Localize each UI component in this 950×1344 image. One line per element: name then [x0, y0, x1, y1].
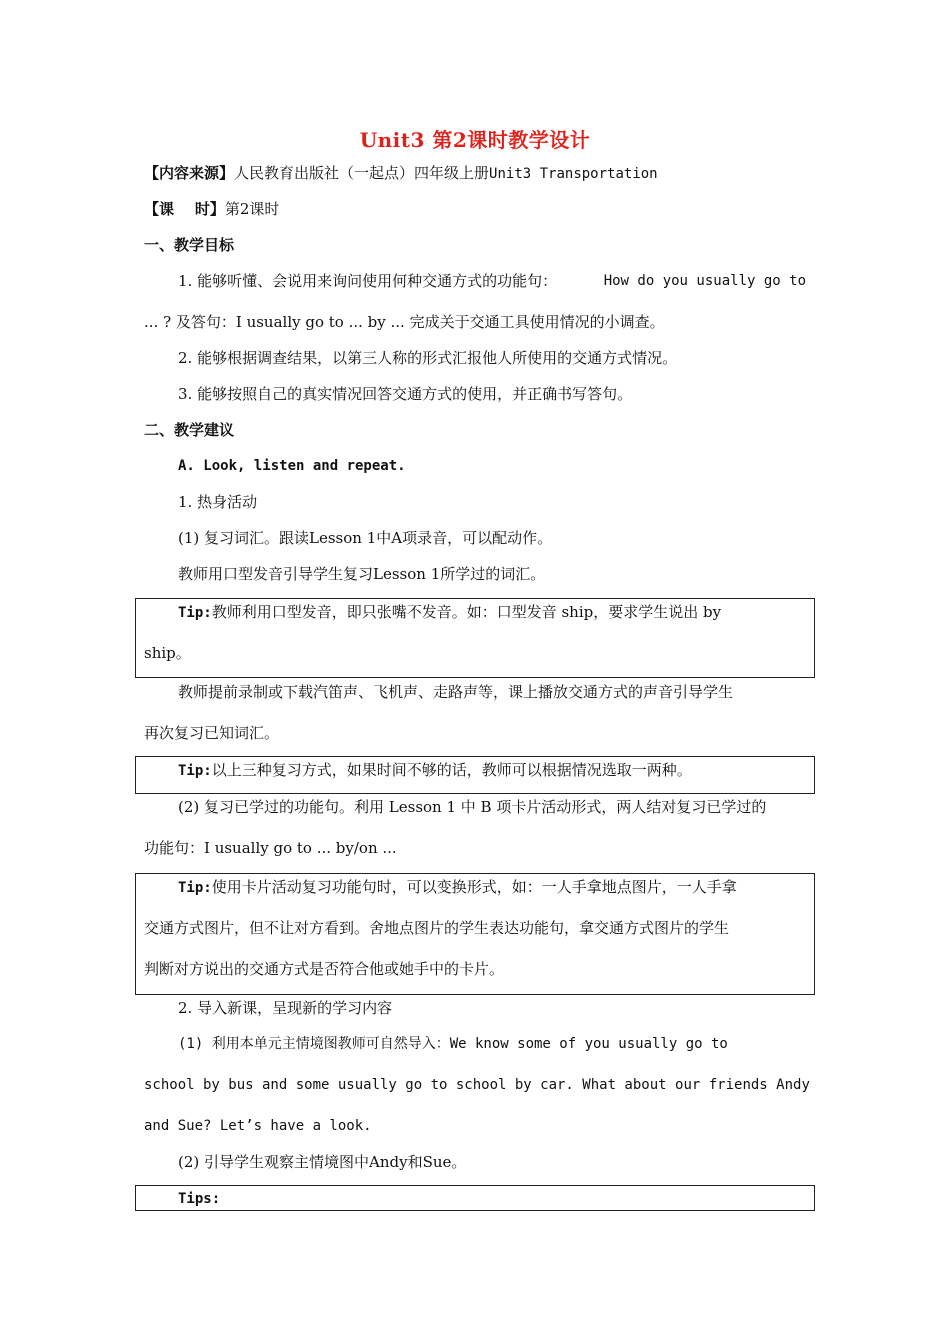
goal-1-text: 1. 能够听懂、会说用来询问使用何种交通方式的功能句： [178, 272, 558, 290]
tip-3-line-a [178, 876, 737, 899]
period-line [144, 198, 279, 220]
tip-2-text: 以上三种复习方式，如果时间不够的话，教师可以根据情况选取一两种。 [211, 761, 692, 779]
tip-3-line-b: 交通方式图片，但不让对方看到。舍地点图片的学生表达功能句，拿交通方式图片的学生 [144, 919, 730, 937]
step-2-1-line-c: and Sue? Let’s have a look. [144, 1118, 372, 1134]
tip-2-line [178, 759, 692, 782]
tip-3-text-a: 使用卡片活动复习功能句时，可以变换形式，如：一人手拿地点图片，一人手拿 [211, 878, 737, 896]
tip-3-label: Tip: [178, 880, 212, 896]
tip-1-text: 教师利用口型发音，即只张嘴不发音。如：口型发音 ship，要求学生说出 by [211, 603, 722, 621]
step-2-1-line-a: (1) 利用本单元主情境图教师可自然导入：We know some of you usually go to [178, 1036, 728, 1052]
part-a-heading: A. Look, listen and repeat. [178, 458, 406, 474]
goal-1-line-a [178, 270, 806, 292]
goal-1-question: How do you usually go to [603, 273, 806, 289]
step-2-2: (2) 引导学生观察主情境图中Andy和Sue。 [178, 1153, 467, 1171]
page-title: Unit3 第2课时教学设计 [359, 128, 591, 152]
source-unit: Unit3 Transportation [489, 166, 658, 182]
goal-1-line-b: ... ? 及答句：I usually go to ... by ... 完成关于交通工具使用情况的小调查。 [144, 313, 665, 331]
paragraph-2-line-b: 再次复习已知词汇。 [144, 724, 280, 742]
tip-1-line-a [178, 601, 806, 624]
advice-heading: 二、教学建议 [144, 421, 235, 439]
source-text: 人民教育出版社（一起点）四年级上册 [234, 164, 490, 182]
source-label: 【内容来源】 [144, 164, 235, 182]
step-1: 1. 热身活动 [178, 493, 258, 511]
paragraph-2-line-a: 教师提前录制或下载汽笛声、飞机声、走路声等，课上播放交通方式的声音引导学生 [178, 683, 734, 701]
tips-box [135, 1185, 815, 1211]
tip-2-label: Tip: [178, 763, 212, 779]
period-text: 第2课时 [224, 200, 280, 218]
tips-line [178, 1187, 220, 1210]
step-1-1-detail: 教师用口型发音引导学生复习Lesson 1所学过的词汇。 [178, 565, 546, 583]
goal-2: 2. 能够根据调查结果，以第三人称的形式汇报他人所使用的交通方式情况。 [178, 349, 678, 367]
tip-box-3 [135, 873, 815, 995]
step-2: 2. 导入新课，呈现新的学习内容 [178, 999, 393, 1017]
tip-1-line-b: ship。 [144, 644, 191, 662]
step-2-1-line-b: school by bus and some usually go to school by car. What about our friends Andy [144, 1077, 810, 1093]
source-line [144, 162, 658, 185]
tip-3-line-c: 判断对方说出的交通方式是否符合他或她手中的卡片。 [144, 960, 505, 978]
goals-heading: 一、教学目标 [144, 236, 235, 254]
goal-3: 3. 能够按照自己的真实情况回答交通方式的使用，并正确书写答句。 [178, 385, 633, 403]
period-label: 【课 时】 [144, 200, 225, 218]
tip-1-label: Tip: [178, 605, 212, 621]
step-1-2-line-b: 功能句：I usually go to ... by/on ... [144, 839, 397, 857]
tips-label: Tips: [178, 1191, 221, 1207]
tip-box-1 [135, 598, 815, 678]
step-1-2-line-a: (2) 复习已学过的功能句。利用 Lesson 1 中 B 项卡片活动形式，两人结对复习已学过的 [178, 798, 767, 816]
step-1-1: (1) 复习词汇。跟读Lesson 1中A项录音，可以配动作。 [178, 529, 553, 547]
tip-box-2 [135, 756, 815, 794]
